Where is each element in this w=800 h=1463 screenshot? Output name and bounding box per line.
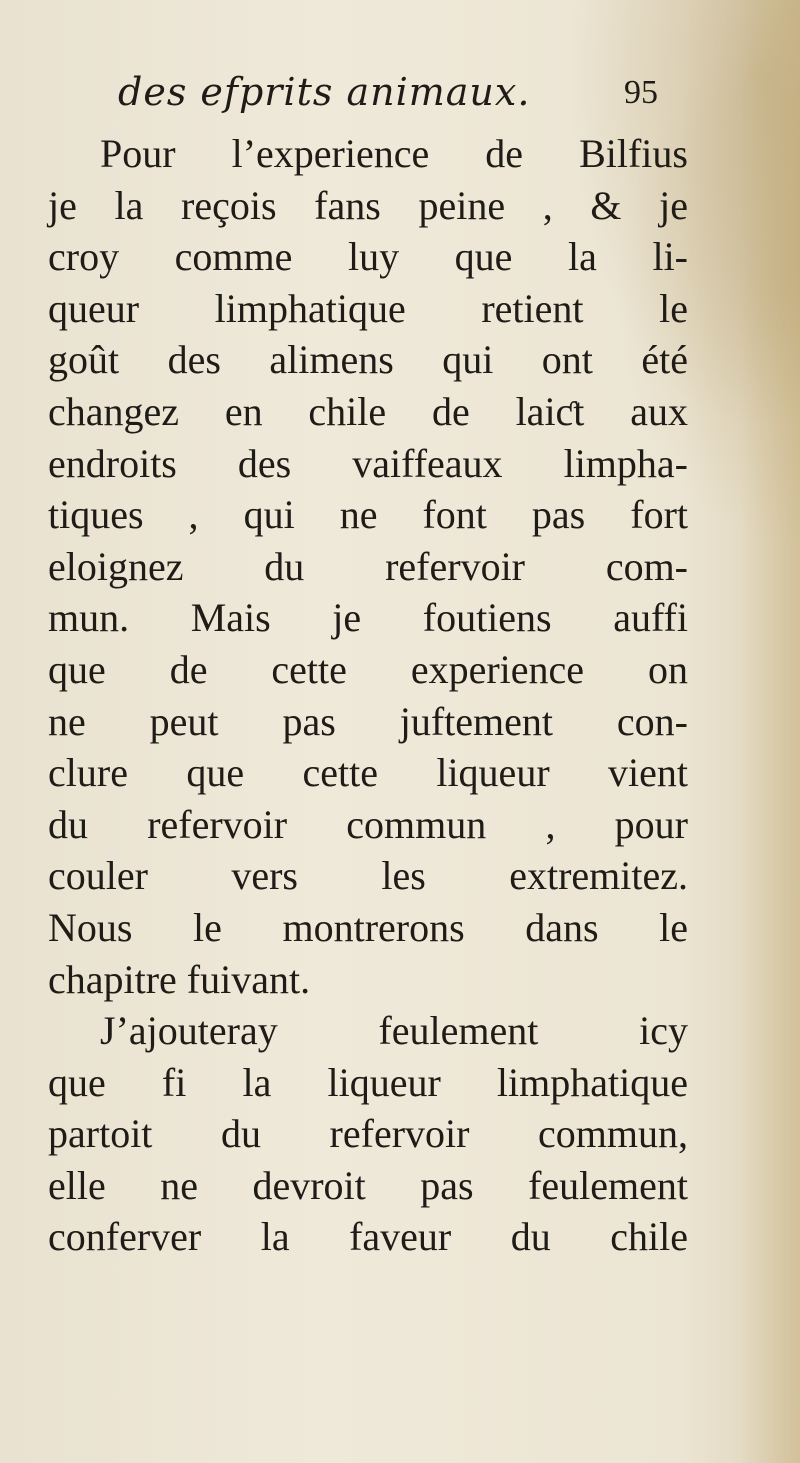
text-line: couler vers les extremitez. — [48, 853, 688, 899]
text-line: je la reçois fans peine , & je — [48, 182, 688, 228]
page-number: 95 — [624, 74, 658, 111]
text-line: elle ne devroit pas feulement — [48, 1162, 688, 1208]
text-line: clure que cette liqueur vient — [48, 750, 688, 796]
text-line: queur limphatique retient le — [48, 285, 688, 331]
text-line: du refervoir commun , pour — [48, 801, 688, 847]
body-text — [48, 128, 688, 1263]
text-line: chapitre fuivant. — [48, 956, 311, 1002]
text-line: Pour l’experience de Bilfius — [100, 131, 688, 176]
running-title: des efprits animaux. — [118, 70, 531, 114]
text-line: Nous le montrerons dans le — [48, 904, 688, 950]
text-line: changez en chile de laiƈt aux — [48, 388, 688, 434]
text-line: conferver la faveur du chile — [48, 1214, 688, 1260]
page-edge-shading — [740, 0, 800, 1463]
text-line: endroits des vaiffeaux limpha- — [48, 440, 688, 486]
text-line: ne peut pas juftement con- — [48, 698, 688, 744]
text-line: J’ajouteray feulement icy — [100, 1008, 688, 1054]
text-line: eloignez du refervoir com- — [48, 543, 688, 589]
running-head — [118, 70, 658, 118]
text-line: croy comme luy que la li- — [48, 234, 688, 280]
text-line: que fi la liqueur limphatique — [48, 1059, 688, 1105]
text-line: que de cette experience on — [48, 646, 688, 692]
text-line: mun. Mais je foutiens auffi — [48, 595, 688, 641]
text-line: tiques , qui ne font pas fort — [48, 492, 688, 538]
text-line: goût des alimens qui ont été — [48, 337, 688, 383]
text-line: partoit du refervoir commun, — [48, 1111, 688, 1157]
